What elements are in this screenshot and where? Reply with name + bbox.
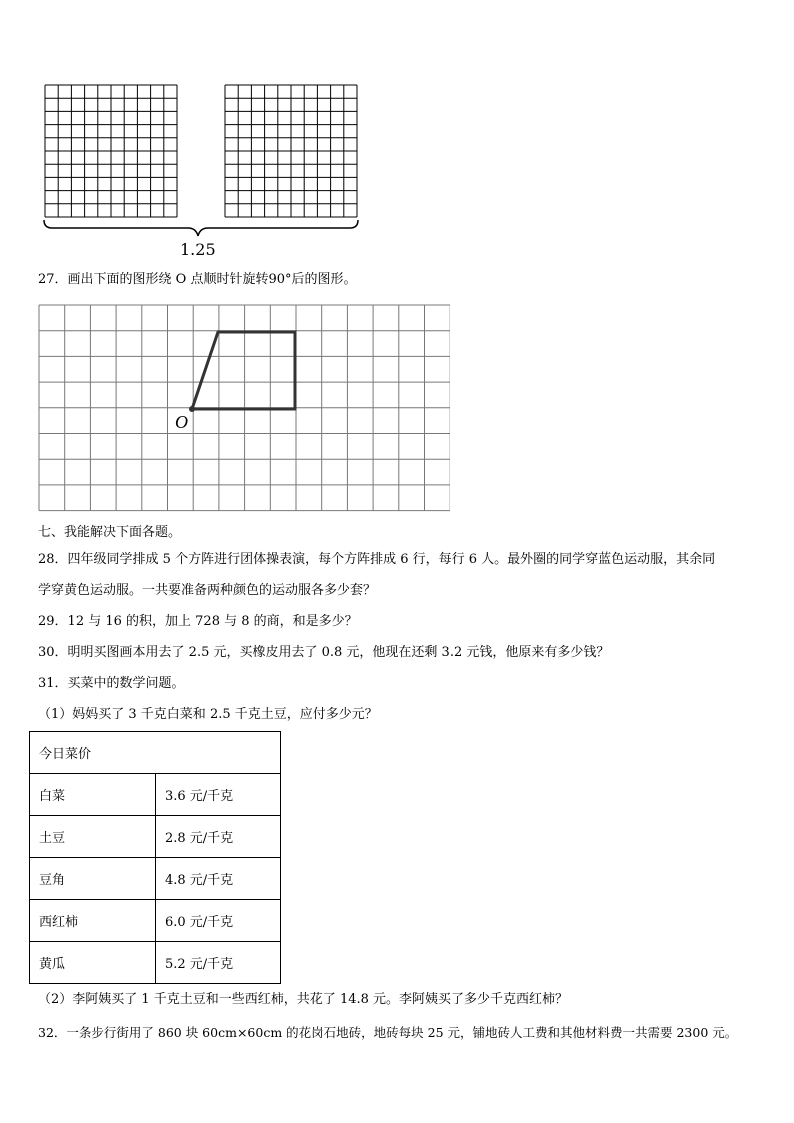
table-row [30, 858, 281, 900]
question-29: 29．12 与 16 的积，加上 728 与 8 的商，和是多少？ [38, 614, 358, 629]
point-o-label: O [175, 412, 188, 432]
table-row [30, 774, 281, 816]
vegetable-name: 豆角 [30, 858, 156, 900]
rotation-grid-figure [38, 304, 450, 514]
point-o [189, 406, 195, 412]
question-28-line1: 28．四年级同学排成 5 个方阵进行团体操表演，每个方阵排成 6 行，每行 6 人。最外圈的同学穿蓝色运动服，其余同 [38, 552, 716, 567]
table-row [30, 942, 281, 984]
vegetable-price: 3.6 元/千克 [156, 774, 281, 816]
question-30: 30．明明买图画本用去了 2.5 元，买橡皮用去了 0.8 元，他现在还剩 3.2 元钱，他原来有多少钱？ [38, 645, 610, 660]
grid-fraction-label: 1.25 [180, 240, 216, 259]
question-31-sub1: （1）妈妈买了 3 千克白菜和 2.5 千克土豆，应付多少元？ [38, 707, 378, 722]
vegetable-price: 6.0 元/千克 [156, 900, 281, 942]
vegetable-price: 5.2 元/千克 [156, 942, 281, 984]
vegetable-name: 白菜 [30, 774, 156, 816]
table-row [30, 816, 281, 858]
question-27: 27．画出下面的图形绕 O 点顺时针旋转90°后的图形。 [38, 272, 357, 287]
question-32: 32．一条步行街用了 860 块 60cm×60cm 的花岗石地砖，地砖每块 25 元，铺地砖人工费和其他材料费一共需要 2300 元。 [38, 1025, 738, 1040]
price-table-header: 今日菜价 [30, 732, 281, 774]
vegetable-name: 黄瓜 [30, 942, 156, 984]
shape-to-rotate [192, 332, 295, 409]
question-31-sub2: （2）李阿姨买了 1 千克土豆和一些西红柿，共花了 14.8 元。李阿姨买了多少千克西红柿？ [38, 992, 569, 1007]
vegetable-price: 2.8 元/千克 [156, 816, 281, 858]
hundred-grid-left [45, 85, 177, 217]
hundred-grid-figure [38, 80, 368, 265]
question-31-title: 31．买菜中的数学问题。 [38, 676, 185, 691]
brace [44, 220, 358, 236]
section-title: 七、我能解决下面各题。 [38, 525, 182, 540]
question-28-line2: 学穿黄色运动服。一共要准备两种颜色的运动服各多少套？ [38, 583, 377, 598]
table-row [30, 900, 281, 942]
hundred-grid-right [225, 85, 357, 217]
vegetable-price: 4.8 元/千克 [156, 858, 281, 900]
vegetable-name: 土豆 [30, 816, 156, 858]
vegetable-name: 西红柿 [30, 900, 156, 942]
price-table [29, 731, 281, 984]
